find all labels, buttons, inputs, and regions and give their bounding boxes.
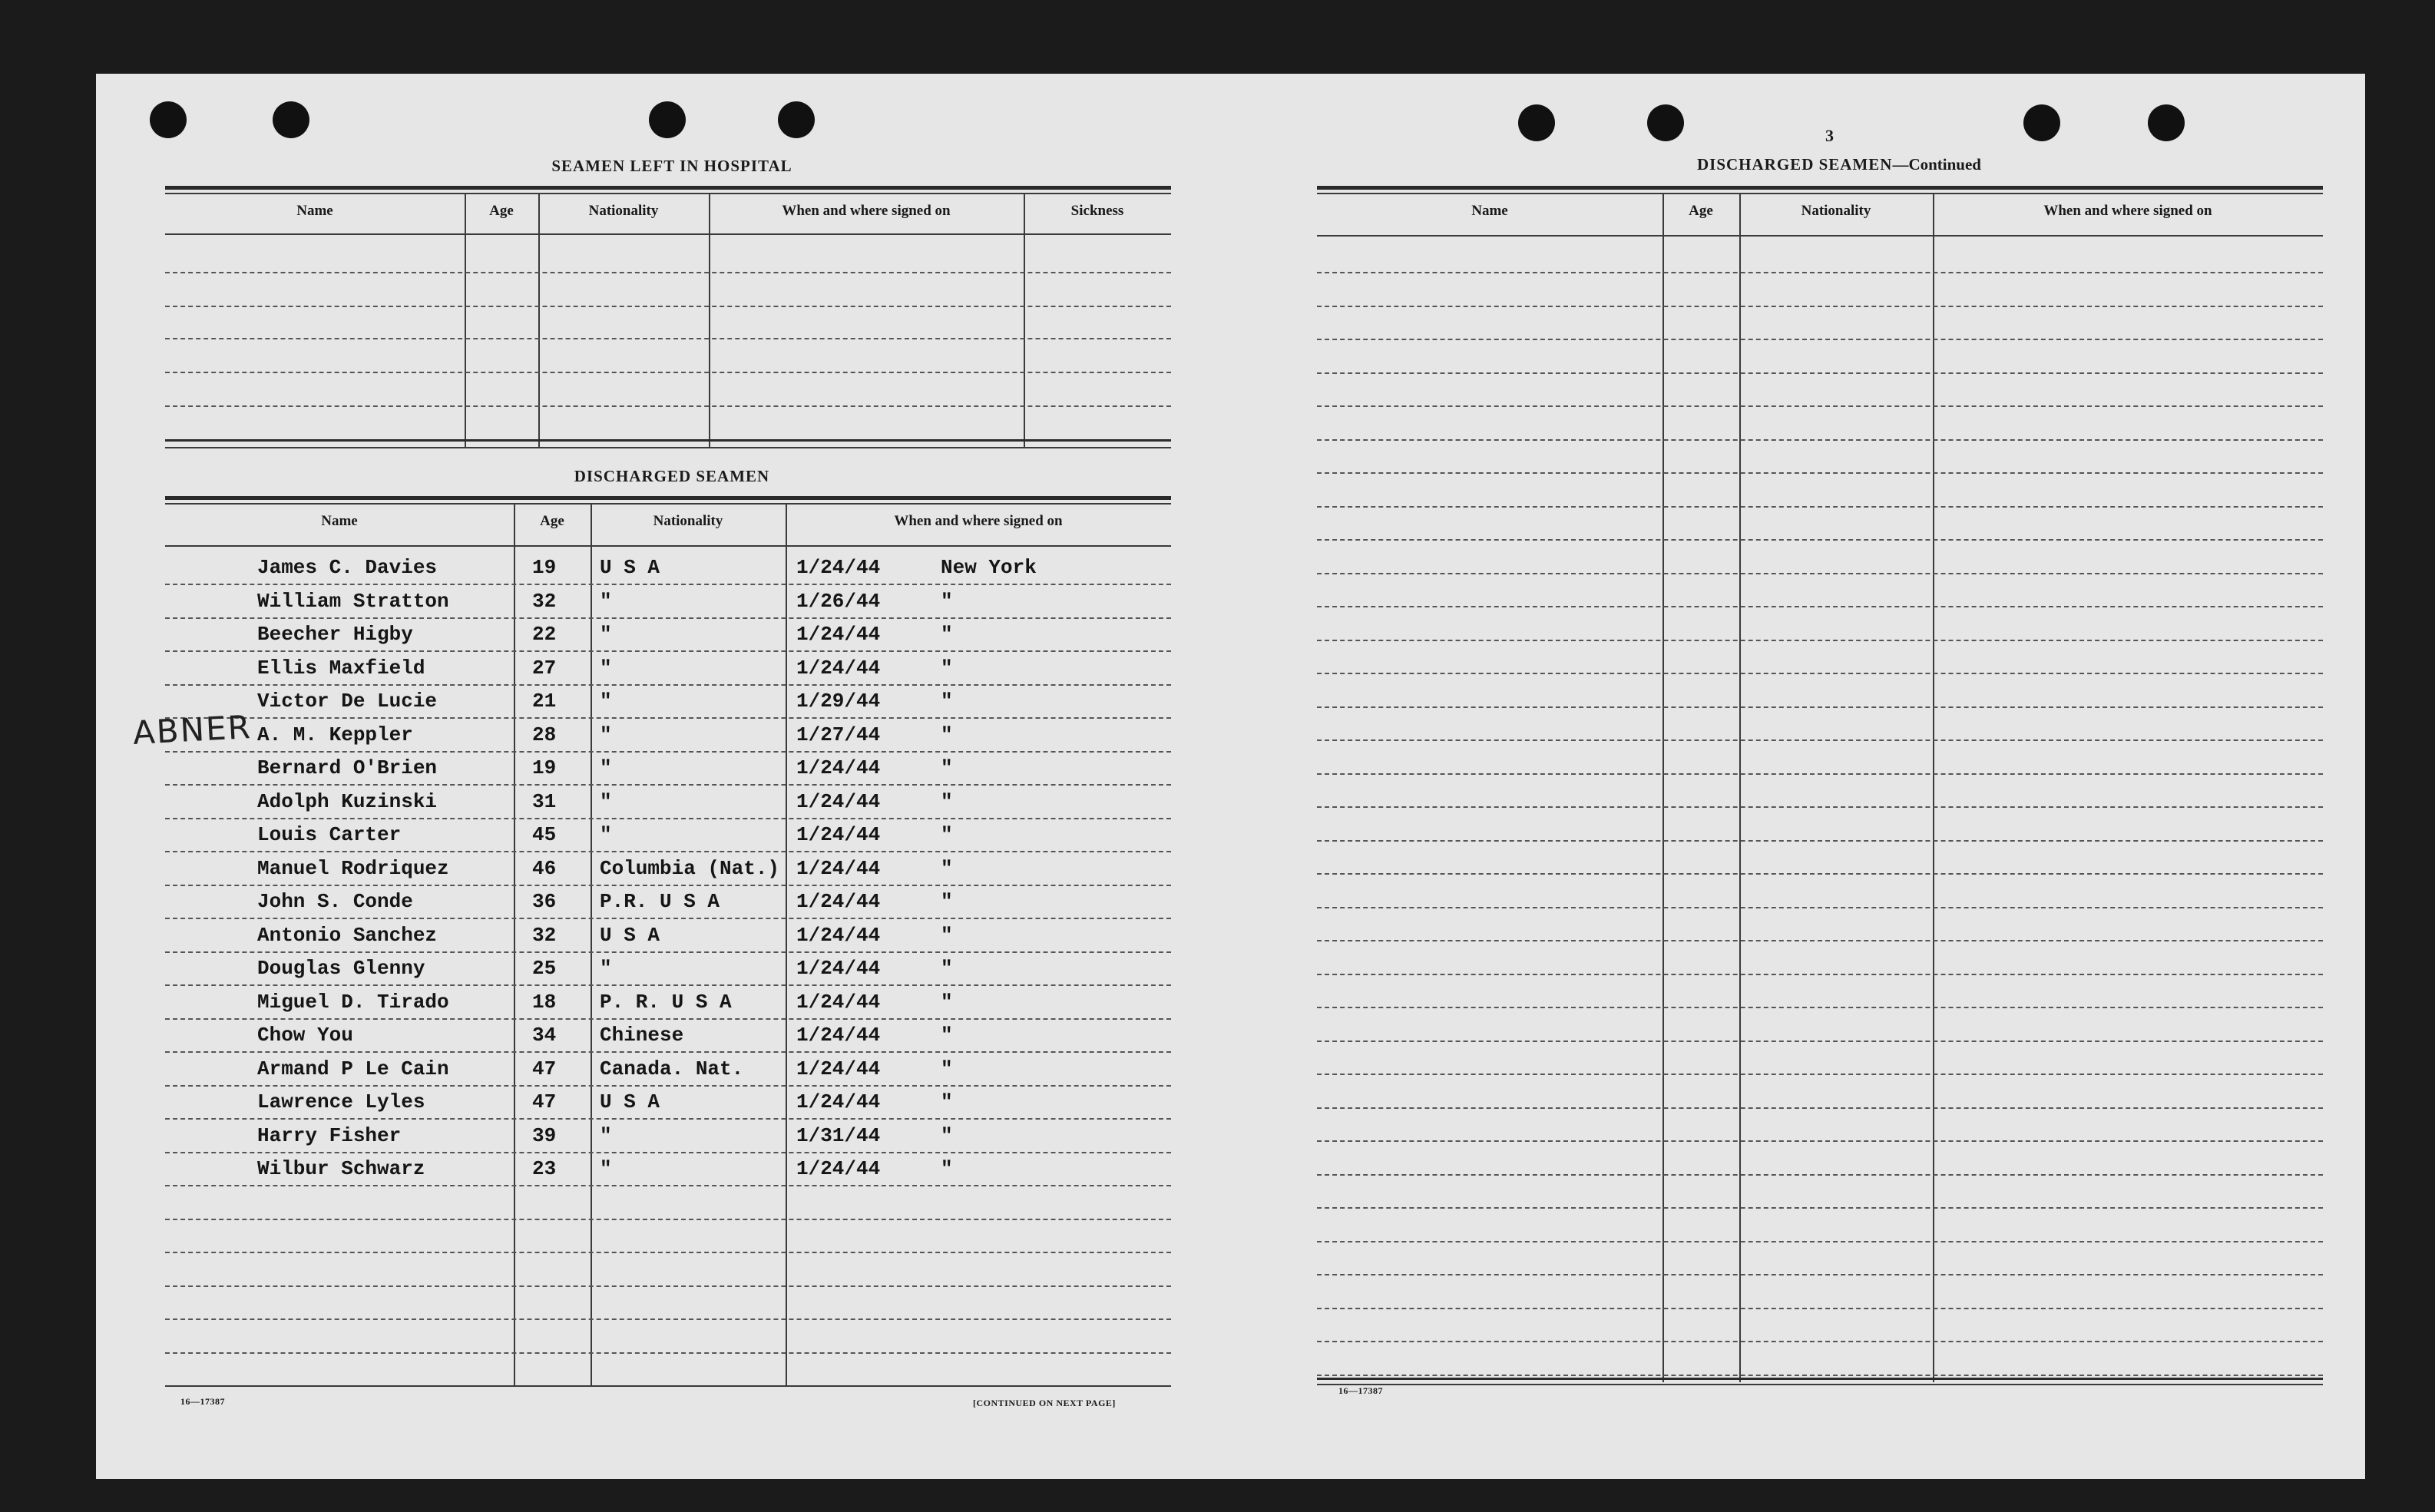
form-number: 16—17387 (180, 1396, 225, 1407)
seaman-nationality: " (600, 656, 612, 680)
seaman-signed-on-place: " (941, 656, 953, 680)
handwritten-note: ABNER (131, 707, 253, 753)
seaman-signed-on-date: 1/24/44 (796, 823, 881, 846)
seaman-age: 22 (532, 623, 557, 646)
punch-hole-icon (1647, 104, 1684, 141)
form-number-right: 16—17387 (1338, 1385, 1383, 1396)
seaman-name: Wilbur Schwarz (257, 1157, 425, 1180)
seaman-nationality: P. R. U S A (600, 990, 732, 1014)
seaman-signed-on-place: " (941, 723, 953, 746)
seaman-age: 34 (532, 1024, 557, 1047)
seaman-age: 39 (532, 1123, 557, 1147)
seaman-age: 45 (532, 823, 557, 846)
seaman-age: 32 (532, 589, 557, 613)
seaman-signed-on-date: 1/24/44 (796, 890, 881, 913)
seaman-nationality: " (600, 1157, 612, 1180)
punch-hole-icon (778, 101, 815, 138)
seaman-age: 47 (532, 1090, 557, 1113)
seaman-name: Armand P Le Cain (257, 1057, 449, 1080)
seaman-name: Douglas Glenny (257, 957, 425, 980)
seaman-signed-on-place: " (941, 856, 953, 880)
seaman-signed-on-place: " (941, 789, 953, 813)
seaman-signed-on-date: 1/24/44 (796, 1057, 881, 1080)
seaman-signed-on-date: 1/29/44 (796, 690, 881, 713)
seaman-name: James C. Davies (257, 556, 438, 579)
seaman-nationality: Columbia (Nat.) (600, 856, 780, 880)
continued-title-main: DISCHARGED SEAMEN (1697, 155, 1893, 174)
seaman-signed-on-date: 1/24/44 (796, 1157, 881, 1180)
column-header: Age (1689, 203, 1713, 219)
seaman-signed-on-place: " (941, 923, 953, 947)
seaman-age: 25 (532, 957, 557, 980)
seaman-age: 19 (532, 556, 557, 579)
seaman-name: Manuel Rodriquez (257, 856, 449, 880)
document-sheet (96, 74, 2365, 1479)
seaman-signed-on-date: 1/24/44 (796, 623, 881, 646)
seaman-nationality: P.R. U S A (600, 890, 720, 913)
seaman-name: Lawrence Lyles (257, 1090, 425, 1113)
seaman-nationality: " (600, 1123, 612, 1147)
punch-hole-icon (273, 101, 309, 138)
seaman-signed-on-date: 1/24/44 (796, 1090, 881, 1113)
seaman-age: 47 (532, 1057, 557, 1080)
page-number: 3 (1825, 126, 1834, 145)
seaman-signed-on-date: 1/24/44 (796, 789, 881, 813)
seaman-age: 28 (532, 723, 557, 746)
seaman-name: Ellis Maxfield (257, 656, 425, 680)
seaman-signed-on-date: 1/24/44 (796, 923, 881, 947)
seaman-name: Antonio Sanchez (257, 923, 438, 947)
seaman-age: 23 (532, 1157, 557, 1180)
seaman-nationality: " (600, 589, 612, 613)
punch-hole-icon (150, 101, 187, 138)
seaman-signed-on-place: " (941, 623, 953, 646)
seaman-name: Louis Carter (257, 823, 402, 846)
continued-section-title (1624, 155, 2054, 174)
seaman-age: 27 (532, 656, 557, 680)
seaman-age: 46 (532, 856, 557, 880)
punch-hole-icon (649, 101, 686, 138)
column-header: Nationality (1801, 203, 1871, 219)
seaman-signed-on-place: " (941, 890, 953, 913)
seaman-signed-on-place: " (941, 1157, 953, 1180)
seaman-nationality: " (600, 957, 612, 980)
seaman-nationality: U S A (600, 556, 660, 579)
seaman-nationality: Chinese (600, 1024, 684, 1047)
column-header: Sickness (1070, 203, 1124, 219)
seaman-name: Bernard O'Brien (257, 756, 438, 779)
seaman-signed-on-place: " (941, 1024, 953, 1047)
seaman-nationality: " (600, 723, 612, 746)
hospital-section-title: SEAMEN LEFT IN HOSPITAL (551, 157, 792, 175)
seaman-name: Harry Fisher (257, 1123, 402, 1147)
seaman-nationality: " (600, 789, 612, 813)
seaman-nationality: U S A (600, 1090, 660, 1113)
punch-hole-icon (2148, 104, 2185, 141)
column-header: Name (296, 203, 333, 219)
seaman-name: Chow You (257, 1024, 353, 1047)
column-header: Name (321, 513, 358, 529)
seaman-signed-on-place: " (941, 823, 953, 846)
column-header: When and where signed on (2043, 203, 2212, 219)
seaman-age: 18 (532, 990, 557, 1014)
column-header: Nationality (588, 203, 659, 219)
seaman-age: 32 (532, 923, 557, 947)
seaman-signed-on-date: 1/26/44 (796, 589, 881, 613)
seaman-name: John S. Conde (257, 890, 413, 913)
column-header: Name (1471, 203, 1508, 219)
continued-note: [CONTINUED ON NEXT PAGE] (973, 1398, 1116, 1408)
seaman-name: Miguel D. Tirado (257, 990, 449, 1014)
seaman-nationality: Canada. Nat. (600, 1057, 744, 1080)
seaman-age: 19 (532, 756, 557, 779)
seaman-nationality: " (600, 756, 612, 779)
seaman-signed-on-date: 1/24/44 (796, 656, 881, 680)
continued-table (1317, 186, 2323, 1453)
punch-hole-icon (2023, 104, 2060, 141)
seaman-signed-on-date: 1/24/44 (796, 556, 881, 579)
seaman-nationality: U S A (600, 923, 660, 947)
punch-hole-icon (1518, 104, 1555, 141)
discharged-section-title: DISCHARGED SEAMEN (574, 467, 770, 485)
seaman-signed-on-date: 1/27/44 (796, 723, 881, 746)
seaman-signed-on-date: 1/24/44 (796, 756, 881, 779)
seaman-age: 36 (532, 890, 557, 913)
seaman-signed-on-place: " (941, 957, 953, 980)
seaman-name: Victor De Lucie (257, 690, 438, 713)
seaman-signed-on-place: " (941, 690, 953, 713)
seaman-signed-on-date: 1/24/44 (796, 856, 881, 880)
seaman-nationality: " (600, 823, 612, 846)
seaman-signed-on-place: " (941, 990, 953, 1014)
seaman-name: Beecher Higby (257, 623, 413, 646)
seaman-name: William Stratton (257, 589, 449, 613)
seaman-signed-on-date: 1/24/44 (796, 1024, 881, 1047)
seaman-nationality: " (600, 690, 612, 713)
seaman-signed-on-place: New York (941, 556, 1037, 579)
seaman-signed-on-place: " (941, 1057, 953, 1080)
seaman-signed-on-place: " (941, 1090, 953, 1113)
seaman-age: 21 (532, 690, 557, 713)
seaman-nationality: " (600, 623, 612, 646)
seaman-name: Adolph Kuzinski (257, 789, 438, 813)
seaman-signed-on-place: " (941, 1123, 953, 1147)
column-header: When and where signed on (894, 513, 1063, 529)
seaman-signed-on-date: 1/24/44 (796, 957, 881, 980)
column-header: Age (489, 203, 514, 219)
seaman-name: A. M. Keppler (257, 723, 413, 746)
seaman-signed-on-date: 1/31/44 (796, 1123, 881, 1147)
column-header: Age (540, 513, 564, 529)
continued-title-suffix: —Continued (1892, 155, 1981, 174)
seaman-signed-on-place: " (941, 756, 953, 779)
seaman-signed-on-date: 1/24/44 (796, 990, 881, 1014)
column-header: Nationality (653, 513, 723, 529)
seaman-age: 31 (532, 789, 557, 813)
column-header: When and where signed on (782, 203, 951, 219)
seaman-signed-on-place: " (941, 589, 953, 613)
